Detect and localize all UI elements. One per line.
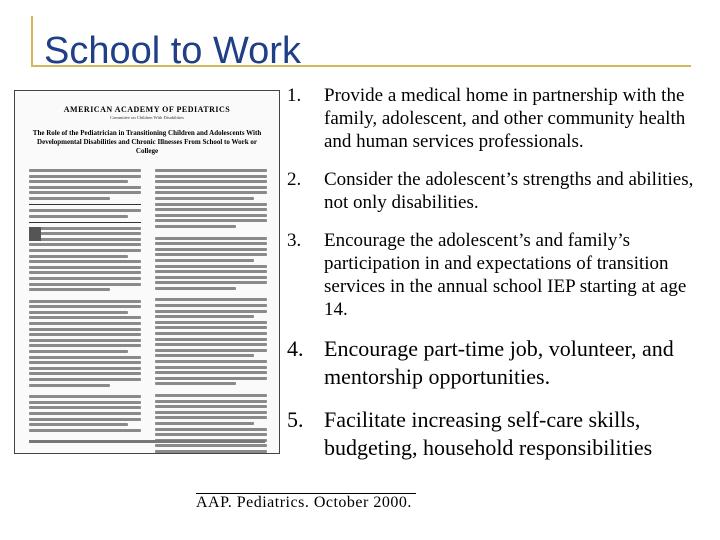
article-column-left [29, 169, 141, 431]
article-dropcap [29, 227, 41, 241]
list-item [287, 84, 707, 153]
article-heading: The Role of the Pediatrician in Transitioning Children and Adolescents With Developmental Disabilities and Chronic Illnesses From School to Work or College [32, 129, 262, 155]
slide-title: School to Work [44, 30, 301, 72]
article-organization: AMERICAN ACADEMY OF PEDIATRICS [63, 105, 231, 114]
frame-accent-vertical [31, 16, 33, 66]
list-item [287, 168, 707, 214]
recommendation-list [287, 84, 707, 462]
article-column-right [155, 169, 267, 431]
citation: AAP. Pediatrics. October 2000. [196, 493, 416, 512]
list-item-text: Encourage the adolescent’s and family’s participation in and expectations of transition services in the annual school IEP starting at age 14. [324, 230, 687, 320]
list-item-text: Facilitate increasing self-care skills, budgeting, household responsibilities [324, 407, 653, 460]
list-item-number: 4. [287, 336, 304, 361]
list-item-number: 5. [287, 407, 304, 432]
list-item-number: 2. [287, 169, 302, 190]
list-item-text: Provide a medical home in partnership with the family, adolescent, and other community health and human services professionals. [324, 85, 686, 152]
list-item [287, 406, 707, 462]
list-item [287, 335, 707, 391]
list-item-number: 1. [287, 85, 302, 106]
article-committee: Committee on Children With Disabilities [110, 115, 184, 120]
list-item-text: Encourage part-time job, volunteer, and mentorship opportunities. [324, 336, 674, 389]
list-item [287, 229, 707, 321]
list-item-number: 3. [287, 230, 302, 251]
article-footer [29, 440, 265, 443]
journal-article-image [14, 90, 280, 454]
list-item-text: Consider the adolescent’s strengths and abilities, not only disabilities. [324, 169, 694, 213]
